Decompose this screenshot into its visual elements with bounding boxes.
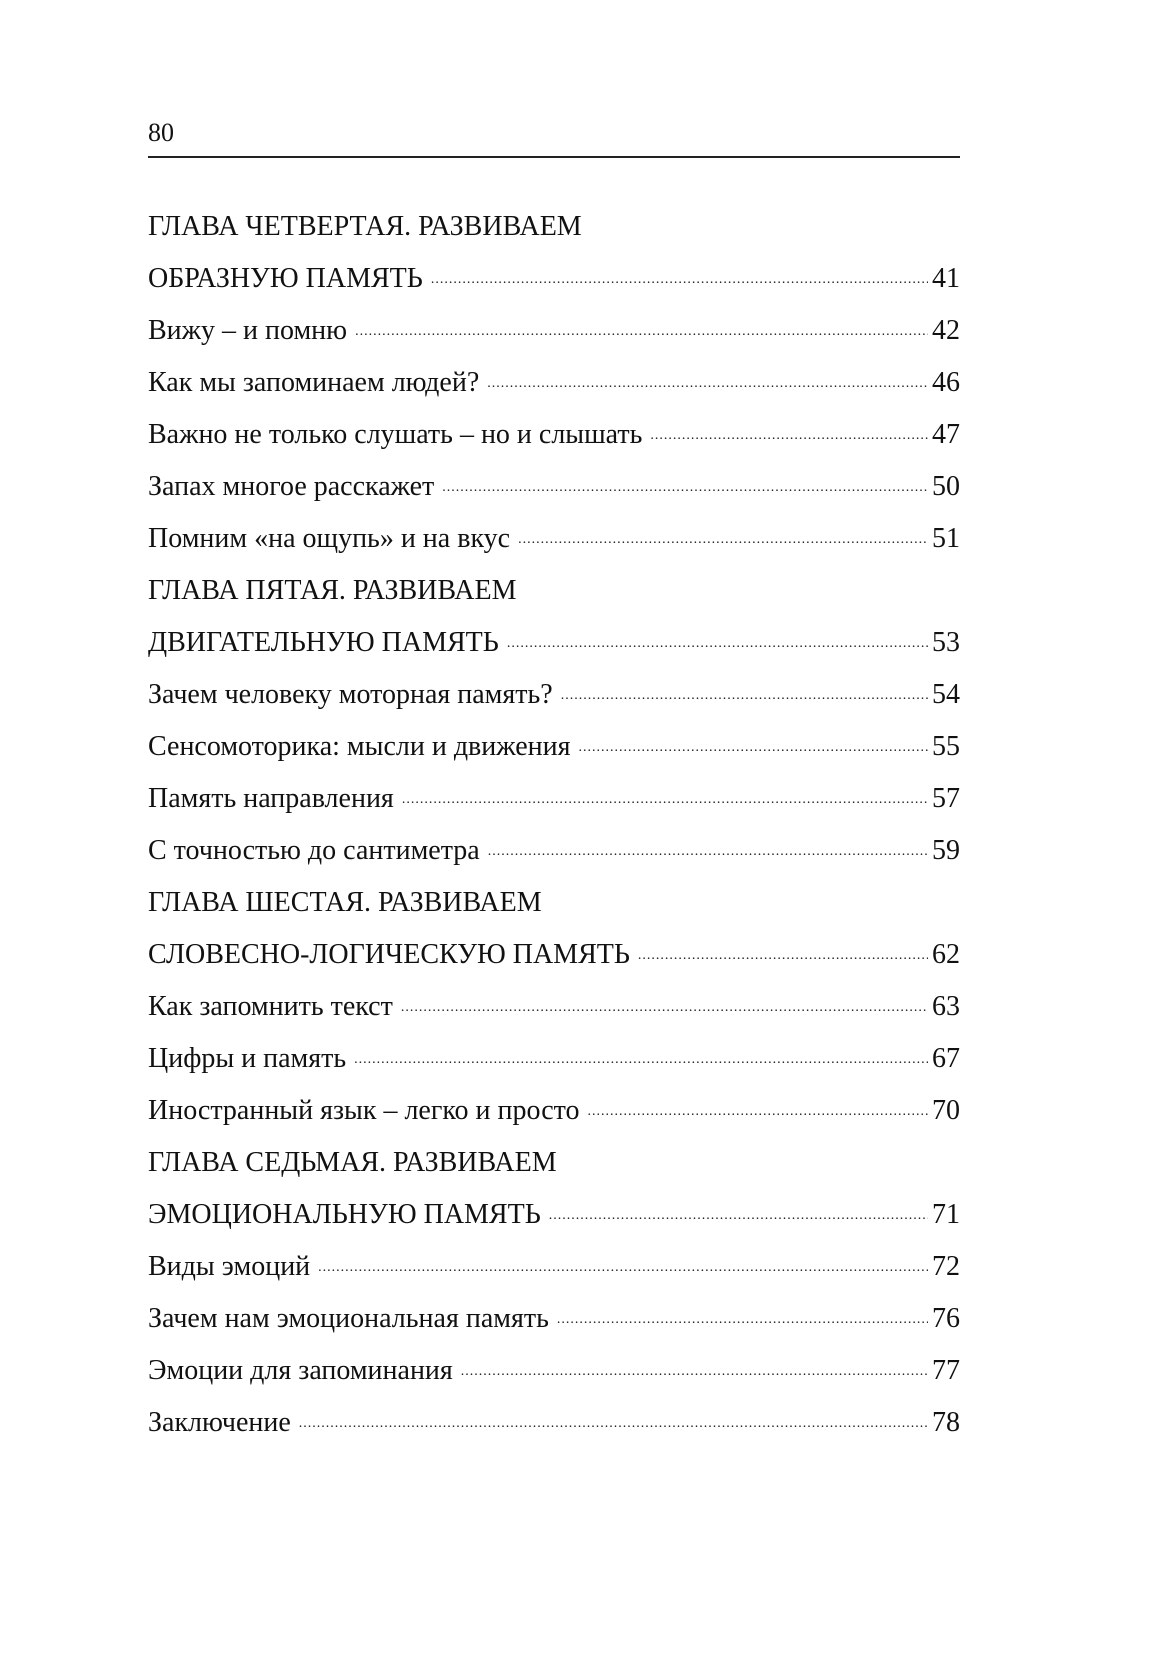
toc-entry-title: ГЛАВА ПЯТАЯ. РАЗВИВАЕМ [148,575,517,606]
toc-entry [148,660,960,712]
toc-chapter-heading [148,1128,960,1180]
dot-leader [549,1206,928,1226]
dot-leader [355,322,928,342]
dot-leader [518,530,928,550]
toc-entry [148,400,960,452]
toc-entry-page: 47 [932,419,960,450]
toc-entry [148,296,960,348]
toc-entry-title: Цифры и память [148,1043,347,1074]
toc-entry-page: 50 [932,471,960,502]
toc-entry-title: Как запомнить текст [148,991,393,1022]
dot-leader [650,426,928,446]
dot-leader [507,634,928,654]
toc-entry [148,920,960,972]
toc-entry-page: 55 [932,731,960,762]
toc-entry-title: С точностью до сантиметра [148,835,480,866]
toc-entry-page: 53 [932,627,960,658]
dot-leader [461,1362,928,1382]
dot-leader [402,790,928,810]
toc-entry [148,504,960,556]
toc-entry-title: Как мы запоминаем людей? [148,367,480,398]
dot-leader [487,374,928,394]
header-rule [148,156,960,158]
toc-entry-page: 77 [932,1355,960,1386]
toc-entry-title: Помним «на ощупь» и на вкус [148,523,511,554]
toc-entry [148,452,960,504]
toc-entry-page: 41 [932,263,960,294]
toc-entry-title: ОБРАЗНУЮ ПАМЯТЬ [148,263,423,294]
dot-leader [638,946,928,966]
toc-entry-page: 70 [932,1095,960,1126]
toc-entry [148,608,960,660]
toc-entry-page: 63 [932,991,960,1022]
toc-entry-title: Зачем человеку моторная память? [148,679,553,710]
toc-entry-page: 42 [932,315,960,346]
page-number: 80 [148,118,174,147]
dot-leader [299,1414,928,1434]
dot-leader [318,1258,928,1278]
toc-entry [148,1284,960,1336]
toc-entry-page: 72 [932,1251,960,1282]
dot-leader [431,270,928,290]
toc-entry-page: 57 [932,783,960,814]
toc-entry [148,1232,960,1284]
toc-entry-title: СЛОВЕСНО-ЛОГИЧЕСКУЮ ПАМЯТЬ [148,939,630,970]
toc-entry [148,972,960,1024]
dot-leader [401,998,928,1018]
dot-leader [488,842,928,862]
toc-entry-title: Заключение [148,1407,291,1438]
toc-entry-title: ГЛАВА СЕДЬМАЯ. РАЗВИВАЕМ [148,1147,557,1178]
toc-entry-title: Память направления [148,783,394,814]
toc-entry [148,816,960,868]
toc-entry [148,1076,960,1128]
dot-leader [442,478,928,498]
toc-entry-page: 76 [932,1303,960,1334]
dot-leader [587,1102,928,1122]
toc-entry-page: 71 [932,1199,960,1230]
dot-leader [354,1050,928,1070]
toc-entry [148,1180,960,1232]
toc-entry-title: Важно не только слушать – но и слышать [148,419,643,450]
toc-entry [148,1336,960,1388]
toc-chapter-heading [148,868,960,920]
toc-entry-page: 46 [932,367,960,398]
dot-leader [579,738,928,758]
table-of-contents [148,192,960,1440]
toc-chapter-heading [148,192,960,244]
toc-entry-page: 59 [932,835,960,866]
toc-entry-title: Вижу – и помню [148,315,348,346]
toc-entry-title: Сенсомоторика: мысли и движения [148,731,571,762]
toc-entry-title: Эмоции для запоминания [148,1355,453,1386]
toc-entry-page: 62 [932,939,960,970]
toc-entry-page: 54 [932,679,960,710]
toc-entry-page: 51 [932,523,960,554]
toc-entry [148,244,960,296]
dot-leader [561,686,928,706]
toc-entry-page: 78 [932,1407,960,1438]
toc-entry-title: ДВИГАТЕЛЬНУЮ ПАМЯТЬ [148,627,499,658]
toc-entry [148,348,960,400]
toc-entry-title: ГЛАВА ЧЕТВЕРТАЯ. РАЗВИВАЕМ [148,211,582,242]
toc-entry-title: Зачем нам эмоциональная память [148,1303,549,1334]
toc-entry [148,712,960,764]
dot-leader [557,1310,928,1330]
toc-entry [148,1024,960,1076]
toc-entry-title: Запах многое расскажет [148,471,435,502]
toc-entry [148,1388,960,1440]
toc-entry [148,764,960,816]
toc-entry-title: Иностранный язык – легко и просто [148,1095,580,1126]
toc-chapter-heading [148,556,960,608]
toc-entry-page: 67 [932,1043,960,1074]
toc-entry-title: ЭМОЦИОНАЛЬНУЮ ПАМЯТЬ [148,1199,541,1230]
toc-entry-title: Виды эмоций [148,1251,311,1282]
toc-entry-title: ГЛАВА ШЕСТАЯ. РАЗВИВАЕМ [148,887,542,918]
